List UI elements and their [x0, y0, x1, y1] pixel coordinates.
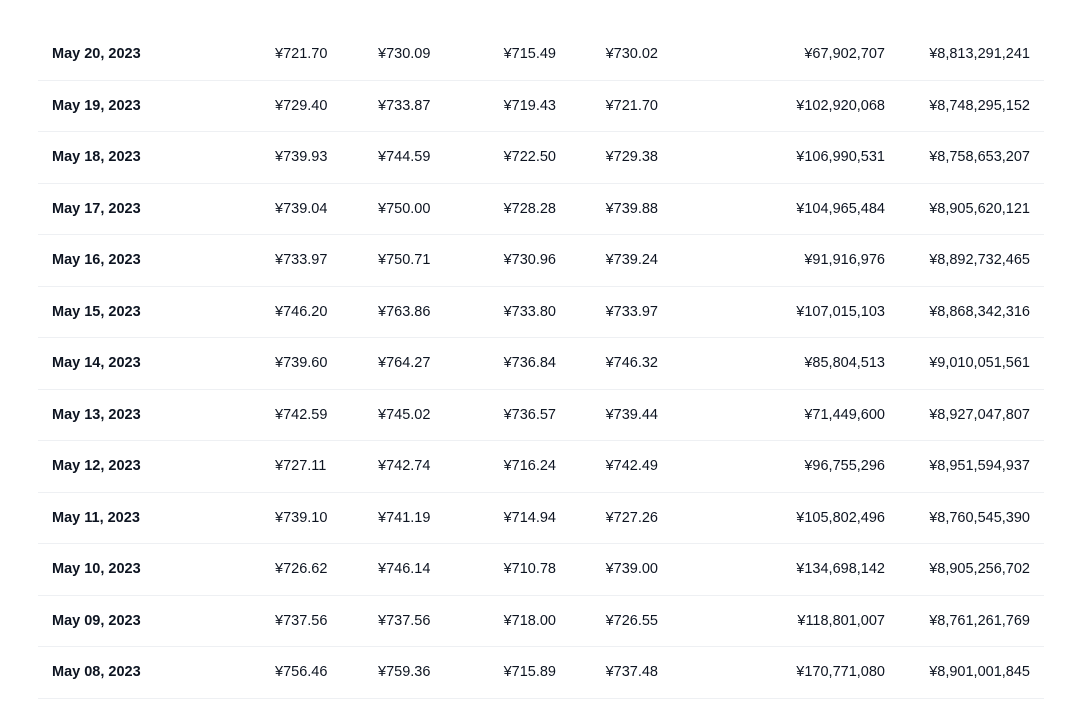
table-row: [38, 29, 1044, 81]
low-cell: ¥714.94: [503, 509, 556, 526]
market-cap-cell: ¥8,813,291,241: [929, 46, 1030, 63]
close-cell: ¥733.97: [605, 303, 658, 320]
historical-data-table: [38, 29, 1044, 699]
table-row: [38, 81, 1044, 133]
date-cell: May 10, 2023: [52, 561, 141, 578]
date-cell: May 16, 2023: [52, 252, 141, 269]
high-cell: ¥764.27: [378, 355, 431, 372]
date-cell: May 17, 2023: [52, 200, 141, 217]
close-cell: ¥729.38: [605, 149, 658, 166]
high-cell: ¥733.87: [378, 97, 431, 114]
open-cell: ¥739.93: [275, 149, 328, 166]
date-cell: May 08, 2023: [52, 664, 141, 681]
low-cell: ¥715.49: [503, 46, 556, 63]
date-cell: May 20, 2023: [52, 46, 141, 63]
volume-cell: ¥96,755,296: [804, 458, 885, 475]
low-cell: ¥718.00: [503, 612, 556, 629]
volume-cell: ¥85,804,513: [804, 355, 885, 372]
table-row: [38, 184, 1044, 236]
table-row: [38, 647, 1044, 699]
low-cell: ¥733.80: [503, 303, 556, 320]
close-cell: ¥739.24: [605, 252, 658, 269]
close-cell: ¥742.49: [605, 458, 658, 475]
open-cell: ¥746.20: [275, 303, 328, 320]
date-cell: May 19, 2023: [52, 97, 141, 114]
low-cell: ¥730.96: [503, 252, 556, 269]
date-cell: May 18, 2023: [52, 149, 141, 166]
low-cell: ¥719.43: [503, 97, 556, 114]
volume-cell: ¥106,990,531: [796, 149, 885, 166]
volume-cell: ¥170,771,080: [796, 664, 885, 681]
date-cell: May 12, 2023: [52, 458, 141, 475]
table-row: [38, 596, 1044, 648]
table-row: [38, 235, 1044, 287]
close-cell: ¥737.48: [605, 664, 658, 681]
low-cell: ¥728.28: [503, 200, 556, 217]
market-cap-cell: ¥8,758,653,207: [929, 149, 1030, 166]
close-cell: ¥727.26: [605, 509, 658, 526]
open-cell: ¥721.70: [275, 46, 328, 63]
volume-cell: ¥91,916,976: [804, 252, 885, 269]
table-row: [38, 287, 1044, 339]
open-cell: ¥729.40: [275, 97, 328, 114]
volume-cell: ¥105,802,496: [796, 509, 885, 526]
close-cell: ¥726.55: [605, 612, 658, 629]
open-cell: ¥739.10: [275, 509, 328, 526]
date-cell: May 14, 2023: [52, 355, 141, 372]
low-cell: ¥736.57: [503, 406, 556, 423]
volume-cell: ¥102,920,068: [796, 97, 885, 114]
open-cell: ¥727.11: [275, 458, 327, 475]
table-row: [38, 338, 1044, 390]
volume-cell: ¥71,449,600: [804, 406, 885, 423]
date-cell: May 15, 2023: [52, 303, 141, 320]
close-cell: ¥746.32: [605, 355, 658, 372]
close-cell: ¥721.70: [605, 97, 658, 114]
high-cell: ¥741.19: [378, 509, 431, 526]
close-cell: ¥739.00: [605, 561, 658, 578]
open-cell: ¥739.60: [275, 355, 328, 372]
close-cell: ¥730.02: [605, 46, 658, 63]
open-cell: ¥742.59: [275, 406, 328, 423]
low-cell: ¥715.89: [503, 664, 556, 681]
high-cell: ¥750.71: [378, 252, 431, 269]
market-cap-cell: ¥8,760,545,390: [929, 509, 1030, 526]
volume-cell: ¥118,801,007: [797, 612, 885, 629]
market-cap-cell: ¥8,892,732,465: [929, 252, 1030, 269]
market-cap-cell: ¥8,905,256,702: [929, 561, 1030, 578]
close-cell: ¥739.88: [605, 200, 658, 217]
high-cell: ¥737.56: [378, 612, 431, 629]
open-cell: ¥733.97: [275, 252, 328, 269]
high-cell: ¥746.14: [378, 561, 431, 578]
volume-cell: ¥134,698,142: [796, 561, 885, 578]
date-cell: May 11, 2023: [52, 509, 140, 526]
high-cell: ¥742.74: [378, 458, 431, 475]
table-row: [38, 493, 1044, 545]
table-row: [38, 441, 1044, 493]
high-cell: ¥763.86: [378, 303, 431, 320]
high-cell: ¥744.59: [378, 149, 431, 166]
low-cell: ¥710.78: [503, 561, 556, 578]
market-cap-cell: ¥8,748,295,152: [929, 97, 1030, 114]
close-cell: ¥739.44: [605, 406, 658, 423]
volume-cell: ¥104,965,484: [796, 200, 885, 217]
high-cell: ¥730.09: [378, 46, 431, 63]
low-cell: ¥722.50: [503, 149, 556, 166]
market-cap-cell: ¥8,951,594,937: [929, 458, 1030, 475]
market-cap-cell: ¥8,927,047,807: [929, 406, 1030, 423]
open-cell: ¥756.46: [275, 664, 328, 681]
open-cell: ¥739.04: [275, 200, 328, 217]
market-cap-cell: ¥8,761,261,769: [929, 612, 1030, 629]
open-cell: ¥737.56: [275, 612, 328, 629]
date-cell: May 13, 2023: [52, 406, 141, 423]
market-cap-cell: ¥9,010,051,561: [929, 355, 1030, 372]
volume-cell: ¥67,902,707: [804, 46, 885, 63]
table-row: [38, 544, 1044, 596]
market-cap-cell: ¥8,868,342,316: [929, 303, 1030, 320]
low-cell: ¥716.24: [503, 458, 556, 475]
market-cap-cell: ¥8,901,001,845: [929, 664, 1030, 681]
table-row: [38, 132, 1044, 184]
table-row: [38, 390, 1044, 442]
date-cell: May 09, 2023: [52, 612, 141, 629]
high-cell: ¥745.02: [378, 406, 431, 423]
low-cell: ¥736.84: [503, 355, 556, 372]
market-cap-cell: ¥8,905,620,121: [929, 200, 1030, 217]
volume-cell: ¥107,015,103: [796, 303, 885, 320]
high-cell: ¥750.00: [378, 200, 431, 217]
high-cell: ¥759.36: [378, 664, 431, 681]
open-cell: ¥726.62: [275, 561, 328, 578]
